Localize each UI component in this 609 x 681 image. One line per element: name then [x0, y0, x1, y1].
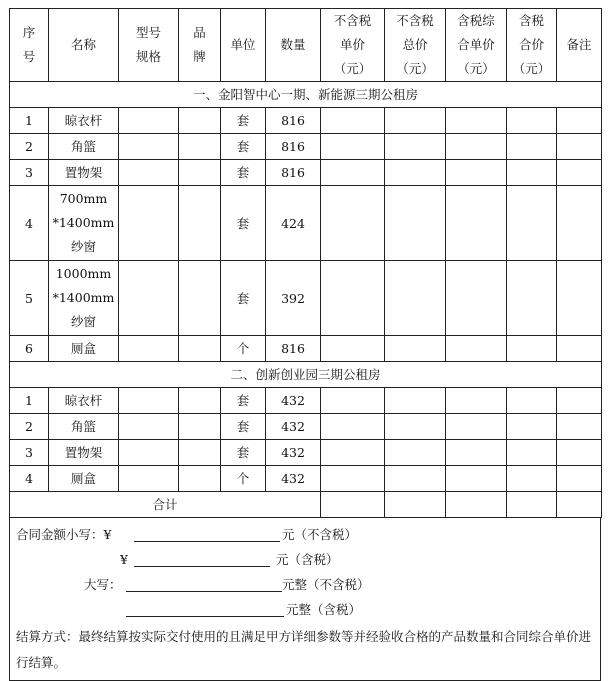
yen-sign: ¥	[120, 552, 128, 567]
cell-total-ex[interactable]	[385, 414, 446, 440]
small-amount-inc-line	[10, 547, 600, 572]
total-row	[10, 492, 602, 518]
cell-price-ex[interactable]	[321, 261, 385, 336]
cell-price-inc[interactable]	[446, 108, 507, 134]
cell-seq: 2	[10, 134, 49, 160]
cell-unit: 套	[221, 440, 266, 466]
cell-name-line: *1400mm	[52, 215, 115, 230]
cell-price-ex[interactable]	[321, 466, 385, 492]
cell-brand[interactable]	[179, 388, 221, 414]
cell-price-ex[interactable]	[321, 108, 385, 134]
cell-model[interactable]	[119, 160, 179, 186]
header-name: 名称	[49, 9, 119, 82]
cell-seq: 2	[10, 414, 49, 440]
cell-qty: 424	[266, 186, 321, 261]
yuan-inc-label: 元（含税）	[276, 552, 339, 567]
cell-unit: 套	[221, 186, 266, 261]
header-seq: 序 号	[10, 9, 49, 82]
cell-note[interactable]	[557, 108, 602, 134]
big-inc-label: 元整（含税）	[286, 602, 362, 617]
cell-total-ex[interactable]	[385, 186, 446, 261]
cell-note[interactable]	[557, 414, 602, 440]
cell-price-ex[interactable]	[321, 134, 385, 160]
section-title-row	[10, 82, 602, 108]
cell-name-line: 纱窗	[70, 239, 96, 254]
cell-seq: 1	[10, 108, 49, 134]
total-label: 合计	[10, 492, 321, 518]
cell-note[interactable]	[557, 440, 602, 466]
cell-name	[49, 440, 119, 466]
cell-brand[interactable]	[179, 160, 221, 186]
cell-brand[interactable]	[179, 466, 221, 492]
cell-unit: 个	[221, 336, 266, 362]
price-table	[9, 8, 602, 518]
table-row	[10, 388, 602, 414]
total-total-inc[interactable]	[507, 492, 557, 518]
cell-note[interactable]	[557, 160, 602, 186]
cell-unit: 套	[221, 388, 266, 414]
cell-total-ex[interactable]	[385, 466, 446, 492]
cell-qty: 432	[266, 414, 321, 440]
cell-brand[interactable]	[179, 261, 221, 336]
cell-price-inc[interactable]	[446, 388, 507, 414]
cell-seq: 4	[10, 186, 49, 261]
cell-name-line: 角篮	[70, 418, 96, 434]
cell-brand[interactable]	[179, 186, 221, 261]
cell-qty: 392	[266, 261, 321, 336]
cell-unit: 套	[221, 134, 266, 160]
cell-note[interactable]	[557, 186, 602, 261]
header-qty: 数量	[266, 9, 321, 82]
cell-unit: 套	[221, 261, 266, 336]
cell-qty: 816	[266, 108, 321, 134]
cell-note[interactable]	[557, 134, 602, 160]
cell-note[interactable]	[557, 261, 602, 336]
header-price-inc: 含税综 合单价 （元）	[446, 9, 507, 82]
cell-name-line: 置物架	[64, 444, 103, 460]
cell-name-line: 置物架	[64, 164, 103, 180]
cell-brand[interactable]	[179, 414, 221, 440]
cell-total-inc[interactable]	[507, 414, 557, 440]
cell-total-ex[interactable]	[385, 388, 446, 414]
cell-name-line: 1000mm	[55, 266, 112, 281]
header-row	[10, 9, 602, 82]
small-amount-ex-line	[10, 522, 600, 547]
cell-total-ex[interactable]	[385, 261, 446, 336]
table-row	[10, 134, 602, 160]
cell-model[interactable]	[119, 261, 179, 336]
cell-name	[49, 388, 119, 414]
cell-name	[49, 160, 119, 186]
cell-price-inc[interactable]	[446, 134, 507, 160]
cell-note[interactable]	[557, 466, 602, 492]
total-price-inc[interactable]	[446, 492, 507, 518]
cell-seq: 4	[10, 466, 49, 492]
contract-price-form	[9, 8, 601, 681]
cell-model[interactable]	[119, 108, 179, 134]
cell-qty: 816	[266, 134, 321, 160]
cell-total-inc[interactable]	[507, 466, 557, 492]
header-total-ex: 不含税 总价 （元）	[385, 9, 446, 82]
cell-name-line: 纱窗	[70, 314, 96, 329]
cell-name	[49, 186, 119, 261]
cell-price-ex[interactable]	[321, 388, 385, 414]
cell-qty: 816	[266, 336, 321, 362]
table-body	[10, 9, 602, 518]
table-row	[10, 108, 602, 134]
cell-qty: 432	[266, 388, 321, 414]
header-note: 备注	[557, 9, 602, 82]
cell-price-ex[interactable]	[321, 414, 385, 440]
cell-model[interactable]	[119, 466, 179, 492]
cell-name-line: *1400mm	[52, 290, 115, 305]
cell-model[interactable]	[119, 414, 179, 440]
cell-price-inc[interactable]	[446, 440, 507, 466]
cell-unit: 套	[221, 414, 266, 440]
cell-price-inc[interactable]	[446, 466, 507, 492]
cell-total-inc[interactable]	[507, 261, 557, 336]
cell-name-line: 角篮	[70, 138, 96, 154]
cell-price-inc[interactable]	[446, 160, 507, 186]
cell-name	[49, 466, 119, 492]
header-total-inc: 含税 合价 （元）	[507, 9, 557, 82]
cell-seq: 5	[10, 261, 49, 336]
small-amount-inc-field[interactable]	[134, 550, 270, 567]
section-title-row	[10, 362, 602, 388]
cell-model[interactable]	[119, 440, 179, 466]
cell-total-ex[interactable]	[385, 336, 446, 362]
cell-price-ex[interactable]	[321, 336, 385, 362]
total-price-ex[interactable]	[321, 492, 385, 518]
table-row	[10, 440, 602, 466]
cell-name	[49, 261, 119, 336]
cell-brand[interactable]	[179, 134, 221, 160]
small-amount-ex-field[interactable]	[134, 525, 280, 542]
cell-unit: 个	[221, 466, 266, 492]
table-row	[10, 186, 602, 261]
cell-name	[49, 336, 119, 362]
cell-price-inc[interactable]	[446, 414, 507, 440]
cell-price-inc[interactable]	[446, 261, 507, 336]
cell-name	[49, 108, 119, 134]
cell-brand[interactable]	[179, 108, 221, 134]
cell-seq: 1	[10, 388, 49, 414]
cell-total-inc[interactable]	[507, 440, 557, 466]
cell-total-inc[interactable]	[507, 186, 557, 261]
cell-total-inc[interactable]	[507, 134, 557, 160]
table-row	[10, 414, 602, 440]
table-row	[10, 261, 602, 336]
cell-seq: 6	[10, 336, 49, 362]
cell-model[interactable]	[119, 186, 179, 261]
contract-amount-section	[9, 518, 601, 681]
big-amount-ex-line	[10, 572, 600, 597]
total-note[interactable]	[557, 492, 602, 518]
cell-model[interactable]	[119, 336, 179, 362]
cell-total-ex[interactable]	[385, 160, 446, 186]
big-amount-inc-field[interactable]	[126, 600, 284, 617]
cell-price-inc[interactable]	[446, 336, 507, 362]
cell-qty: 816	[266, 160, 321, 186]
cell-total-inc[interactable]	[507, 388, 557, 414]
cell-unit: 套	[221, 108, 266, 134]
cell-name-line: 晾衣杆	[64, 112, 103, 128]
header-price-ex: 不含税 单价 （元）	[321, 9, 385, 82]
big-amount-ex-field[interactable]	[126, 575, 282, 592]
section-title: 二、创新创业园三期公租房	[10, 362, 602, 388]
total-total-ex[interactable]	[385, 492, 446, 518]
cell-price-ex[interactable]	[321, 160, 385, 186]
cell-name-line: 厕盒	[70, 470, 96, 486]
cell-total-ex[interactable]	[385, 108, 446, 134]
cell-total-inc[interactable]	[507, 336, 557, 362]
settlement-terms: 结算方式：最终结算按实际交付使用的且满足甲方详细参数等并经验收合格的产品数量和合同综合单价进行结算。	[16, 629, 592, 670]
cell-model[interactable]	[119, 388, 179, 414]
header-unit: 单位	[221, 9, 266, 82]
cell-unit: 套	[221, 160, 266, 186]
cell-name-line: 厕盒	[70, 340, 96, 356]
cell-price-ex[interactable]	[321, 440, 385, 466]
header-brand: 品 牌	[179, 9, 221, 82]
cell-qty: 432	[266, 466, 321, 492]
cell-seq: 3	[10, 440, 49, 466]
cell-price-ex[interactable]	[321, 186, 385, 261]
table-row	[10, 466, 602, 492]
cell-note[interactable]	[557, 388, 602, 414]
cell-note[interactable]	[557, 336, 602, 362]
cell-name	[49, 134, 119, 160]
cell-name-line: 晾衣杆	[64, 392, 103, 408]
cell-name-line: 700mm	[59, 191, 108, 206]
cell-brand[interactable]	[179, 440, 221, 466]
cell-total-ex[interactable]	[385, 134, 446, 160]
header-model: 型号 规格	[119, 9, 179, 82]
yuan-ex-label: 元（不含税）	[282, 527, 358, 542]
table-row	[10, 160, 602, 186]
big-amount-inc-line	[10, 597, 600, 622]
cell-seq: 3	[10, 160, 49, 186]
cell-name	[49, 414, 119, 440]
cell-brand[interactable]	[179, 336, 221, 362]
cell-price-inc[interactable]	[446, 186, 507, 261]
cell-qty: 432	[266, 440, 321, 466]
cell-total-inc[interactable]	[507, 108, 557, 134]
cell-total-inc[interactable]	[507, 160, 557, 186]
big-amount-label: 大写：	[84, 577, 122, 592]
cell-model[interactable]	[119, 134, 179, 160]
cell-total-ex[interactable]	[385, 440, 446, 466]
big-ex-label: 元整（不含税）	[282, 577, 370, 592]
table-row	[10, 336, 602, 362]
small-amount-label: 合同金额小写：¥	[16, 527, 112, 542]
section-title: 一、金阳智中心一期、新能源三期公租房	[10, 82, 602, 108]
